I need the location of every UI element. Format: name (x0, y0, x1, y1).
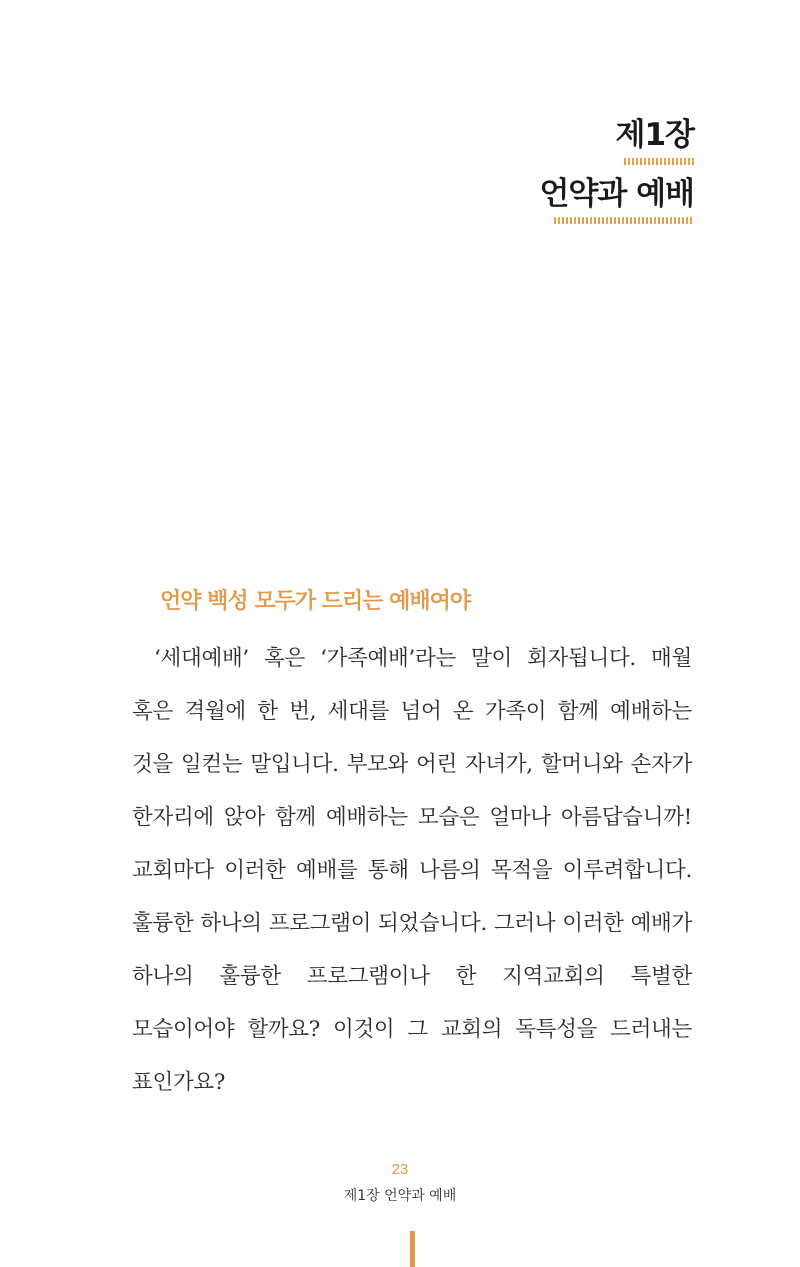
section-heading: 언약 백성 모두가 드리는 예배여야 (160, 589, 471, 614)
body-paragraph: ‘세대예배’ 혹은 ‘가족예배’라는 말이 회자됩니다. 매월 혹은 격월에 한 번, 세대를 넘어 온 가족이 함께 예배하는 것을 일컫는 말입니다. 부모와 어린 자녀가, 할머니와 손자가 한자리에 앉아 함께 예배하는 모습은 얼마나 아름답습니까! 교회마다 이러한 예배를 통해 나름의 목적을 이루려합니다. 훌륭한 하나의 프로그램이 되었습니다. 그러나 이러한 예배가 하나의 훌륭한 프로그램이나 한 지역교회의 특별한 모습이어야 할까요? 이것이 그 교회의 독특성을 드러내는 표인가요? (132, 646, 692, 1095)
page-number: 23 (391, 1161, 409, 1178)
running-title: 제1장 언약과 예배 (343, 1188, 457, 1204)
chapter-header (539, 116, 694, 224)
page-footer (0, 1160, 800, 1206)
chapter-title-underline (554, 217, 694, 224)
chapter-title: 언약과 예배 (539, 176, 694, 212)
chapter-number: 제1장 (615, 117, 694, 153)
chapter-number-underline (624, 158, 694, 165)
footer-accent-bar (410, 1231, 415, 1267)
